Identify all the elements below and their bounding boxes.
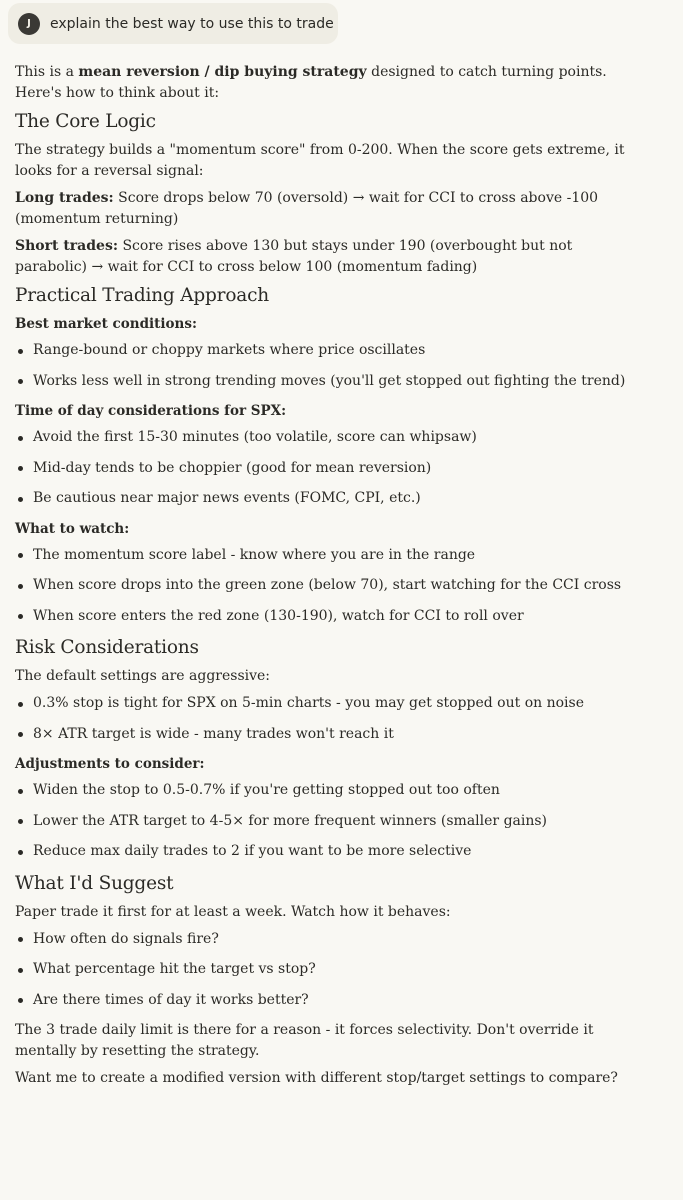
adjustments-list: [15, 780, 640, 862]
conditions-list: [15, 340, 640, 392]
heading-risk-considerations: Risk Considerations: [15, 637, 199, 658]
list-item: Avoid the first 15-30 minutes (too volatile, score can whipsaw): [15, 427, 640, 448]
time-of-day-label: Time of day considerations for SPX:: [15, 403, 287, 419]
short-trades-label: Short trades:: [15, 238, 119, 254]
heading-core-logic: The Core Logic: [15, 111, 156, 132]
intro-bold: mean reversion / dip buying strategy: [78, 64, 367, 80]
list-item: Lower the ATR target to 4-5× for more frequent winners (smaller gains): [15, 811, 640, 832]
what-to-watch-label: What to watch:: [15, 520, 130, 537]
assistant-response: [15, 62, 640, 1095]
suggest-description: Paper trade it first for at least a week. Watch how it behaves:: [15, 903, 451, 920]
intro-paragraph: This is a mean reversion / dip buying strategy designed to catch turning points. Here's how to think about it:: [15, 64, 607, 101]
list-item: Range-bound or choppy markets where price oscillates: [15, 340, 640, 361]
heading-what-id-suggest: What I'd Suggest: [15, 872, 174, 894]
what-to-watch-list: [15, 545, 640, 627]
list-item: How often do signals fire?: [15, 929, 640, 950]
list-item: Mid-day tends to be choppier (good for mean reversion): [15, 458, 640, 479]
list-item: The momentum score label - know where you are in the range: [15, 545, 640, 566]
list-item: Are there times of day it works better?: [15, 990, 640, 1011]
list-item: When score drops into the green zone (below 70), start watching for the CCI cross: [15, 575, 640, 596]
conditions-label: Best market conditions:: [15, 316, 197, 332]
user-message-bubble: [8, 3, 338, 44]
core-description: The strategy builds a "momentum score" from 0-200. When the score gets extreme, it looks for a reversal signal:: [15, 142, 625, 179]
list-item: 0.3% stop is tight for SPX on 5-min charts - you may get stopped out on noise: [15, 693, 640, 714]
user-avatar: J: [18, 13, 40, 35]
risk-list: [15, 693, 640, 745]
list-item: Reduce max daily trades to 2 if you want to be more selective: [15, 841, 640, 862]
list-item: Works less well in strong trending moves (you'll get stopped out fighting the trend): [15, 371, 640, 392]
long-trades-label: Long trades:: [15, 190, 114, 206]
suggest-list: [15, 929, 640, 1011]
list-item: 8× ATR target is wide - many trades won't reach it: [15, 724, 640, 745]
adjustments-label: Adjustments to consider:: [15, 756, 205, 772]
user-message-text: explain the best way to use this to trade: [50, 15, 334, 32]
list-item: When score enters the red zone (130-190), watch for CCI to roll over: [15, 606, 640, 627]
short-trades-paragraph: Short trades: Score rises above 130 but stays under 190 (overbought but not parabolic) → wait for CCI to cross below 100 (momentum fading): [15, 238, 573, 275]
daily-limit-paragraph: The 3 trade daily limit is there for a reason - it forces selectivity. Don't override it mentally by resetting the strategy.: [15, 1022, 594, 1059]
time-of-day-list: [15, 427, 640, 509]
risk-description: The default settings are aggressive:: [15, 668, 271, 684]
long-trades-paragraph: Long trades: Score drops below 70 (oversold) → wait for CCI to cross above -100 (momentum returning): [15, 190, 599, 227]
list-item: Widen the stop to 0.5-0.7% if you're getting stopped out too often: [15, 780, 640, 801]
list-item: What percentage hit the target vs stop?: [15, 959, 640, 980]
closing-question: Want me to create a modified version with different stop/target settings to compare?: [15, 1070, 618, 1086]
list-item: Be cautious near major news events (FOMC, CPI, etc.): [15, 488, 640, 509]
heading-practical-approach: Practical Trading Approach: [15, 285, 269, 306]
